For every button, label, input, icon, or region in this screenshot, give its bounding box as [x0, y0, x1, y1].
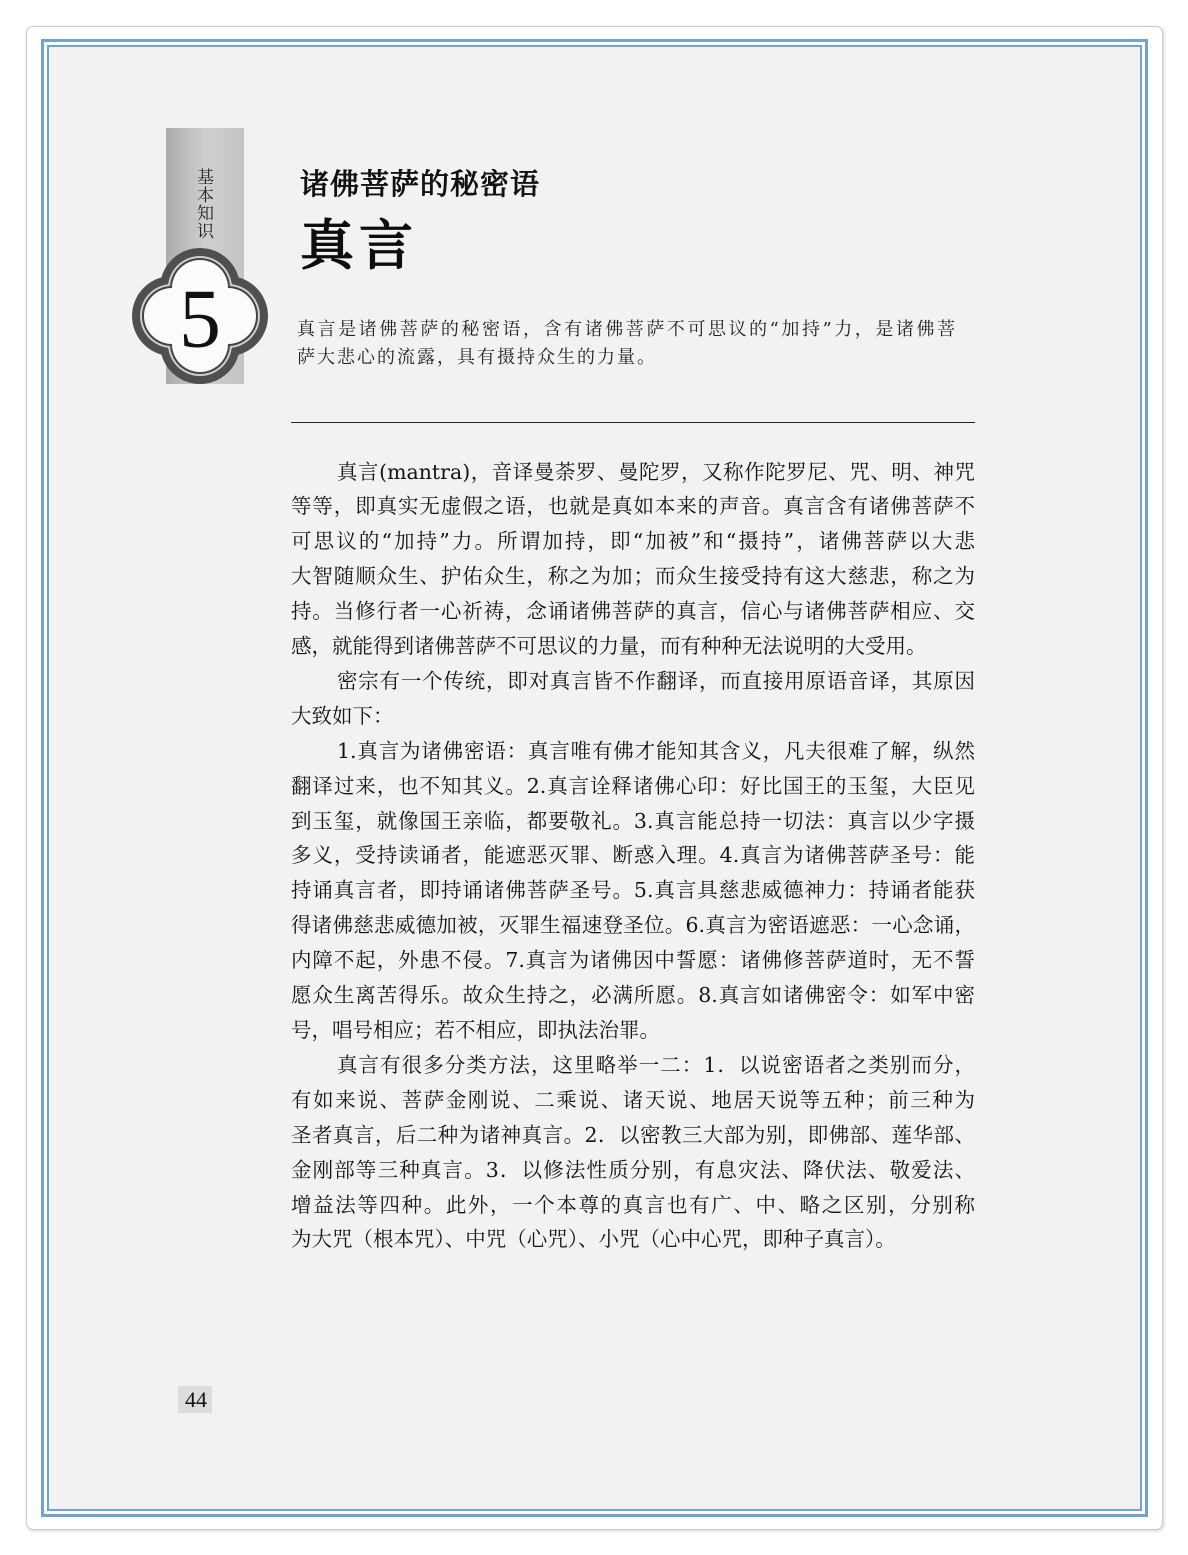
text-line: 大致如下： — [291, 703, 394, 728]
body-text — [291, 455, 975, 1258]
intro-line: 真言是诸佛菩萨的秘密语，含有诸佛菩萨不可思议的“加持”力，是诸佛菩 — [297, 319, 957, 340]
text-line: 内障不起，外患不侵。7.真言为诸佛因中誓愿：诸佛修菩萨道时，无不誓 — [291, 948, 975, 973]
paragraph — [291, 455, 975, 664]
text-line: 多义，受持读诵者，能遮恶灭罪、断惑入理。4.真言为诸佛菩萨圣号：能 — [291, 843, 975, 868]
text-line: 真言(mantra)，音译曼荼罗、曼陀罗，又称作陀罗尼、咒、明、神咒 — [337, 459, 975, 484]
divider-rule — [291, 422, 975, 423]
paragraph — [291, 734, 975, 1048]
text-line: 得诸佛慈悲威德加被，灭罪生福速登圣位。6.真言为密语遮恶：一心念诵， — [291, 913, 975, 938]
text-line: 持。当修行者一心祈祷，念诵诸佛菩萨的真言，信心与诸佛菩萨相应、交 — [291, 599, 975, 624]
paragraph — [291, 1048, 975, 1257]
text-line: 到玉玺，就像国王亲临，都要敬礼。3.真言能总持一切法：真言以少字摄 — [291, 808, 975, 833]
chapter-tab — [120, 120, 280, 400]
text-line: 增益法等四种。此外，一个本尊的真言也有广、中、略之区别，分别称 — [291, 1192, 975, 1217]
page-title: 真言 — [300, 213, 418, 277]
page-subtitle: 诸佛菩萨的秘密语 — [300, 167, 541, 201]
chapter-number: 5 — [179, 272, 221, 366]
text-line: 持诵真言者，即持诵诸佛菩萨圣号。5.真言具慈悲威德神力：持诵者能获 — [291, 878, 975, 903]
section-label: 基本知识 — [193, 168, 213, 240]
text-line: 可思议的“加持”力。所谓加持，即“加被”和“摄持”，诸佛菩萨以大悲 — [291, 529, 975, 554]
paragraph — [291, 664, 975, 734]
intro-line: 萨大悲心的流露，具有摄持众生的力量。 — [297, 347, 657, 368]
text-line: 为大咒（根本咒）、中咒（心咒）、小咒（心中心咒，即种子真言）。 — [291, 1227, 896, 1252]
text-line: 圣者真言，后二种为诸神真言。2．以密教三大部为别，即佛部、莲华部、 — [291, 1122, 975, 1147]
text-line: 愿众生离苦得乐。故众生持之，必满所愿。8.真言如诸佛密令：如军中密 — [291, 983, 975, 1008]
text-line: 感，就能得到诸佛菩萨不可思议的力量，而有种种无法说明的大受用。 — [291, 634, 927, 659]
text-line: 金刚部等三种真言。3．以修法性质分别，有息灾法、降伏法、敬爱法、 — [291, 1157, 975, 1182]
text-line: 大智随顺众生、护佑众生，称之为加；而众生接受持有这大慈悲，称之为 — [291, 564, 975, 589]
text-line: 等等，即真实无虚假之语，也就是真如本来的声音。真言含有诸佛菩萨不 — [291, 494, 975, 519]
text-line: 翻译过来，也不知其义。2.真言诠释诸佛心印：好比国王的玉玺，大臣见 — [291, 773, 975, 798]
text-line: 真言有很多分类方法，这里略举一二：1．以说密语者之类别而分， — [337, 1052, 975, 1077]
text-line: 号，唱号相应；若不相应，即执法治罪。 — [291, 1018, 660, 1042]
page-number: 44 — [185, 1387, 207, 1412]
intro-paragraph — [297, 316, 957, 372]
text-line: 密宗有一个传统，即对真言皆不作翻译，而直接用原语音译，其原因 — [337, 668, 975, 693]
text-line: 有如来说、菩萨金刚说、二乘说、诸天说、地居天说等五种；前三种为 — [291, 1087, 975, 1112]
text-line: 1.真言为诸佛密语：真言唯有佛才能知其含义，凡夫很难了解，纵然 — [337, 738, 975, 763]
